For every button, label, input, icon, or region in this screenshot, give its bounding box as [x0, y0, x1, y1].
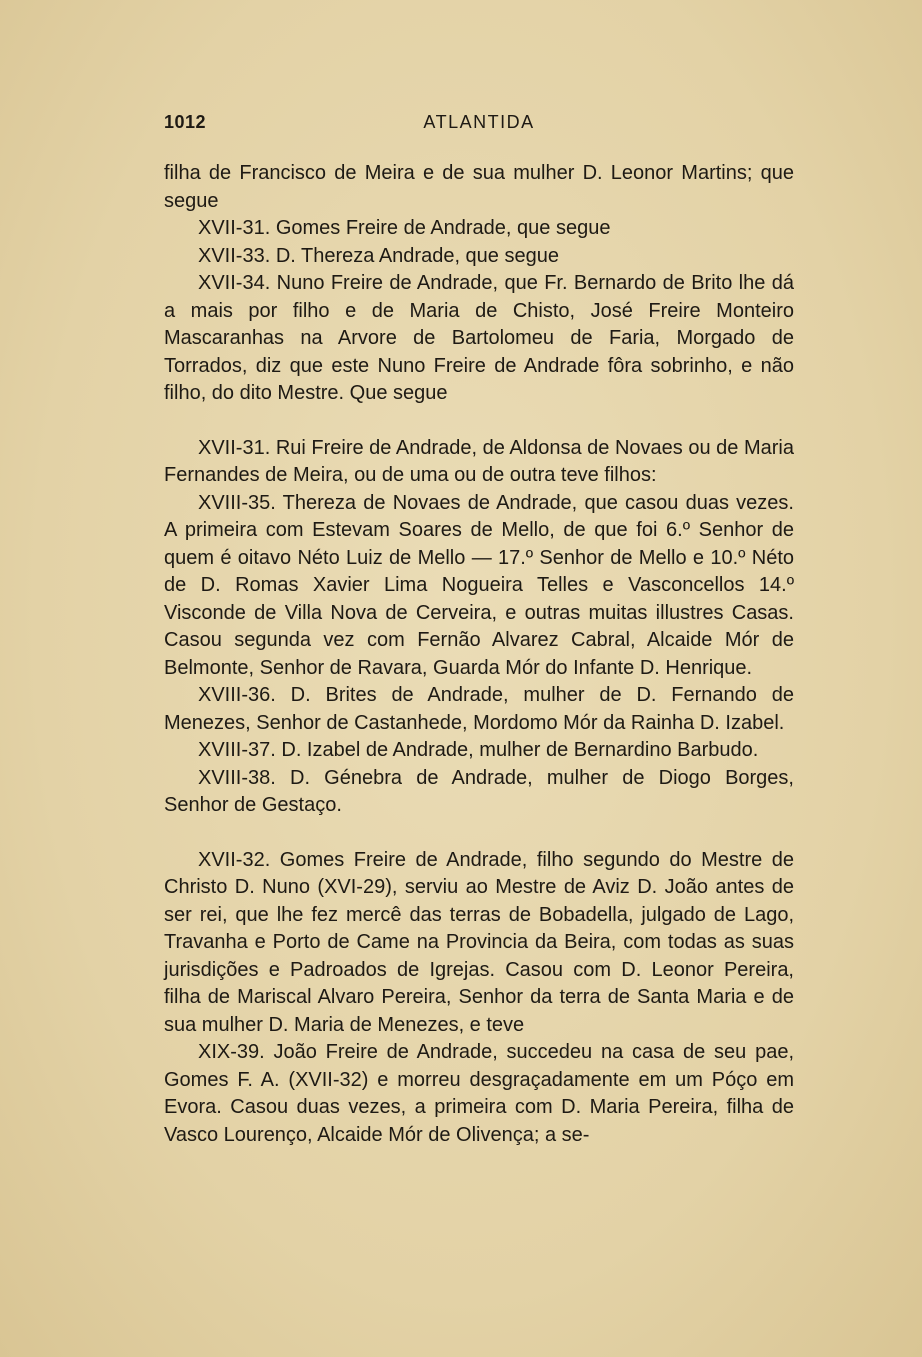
page-number: 1012: [164, 112, 207, 132]
paragraph: XVIII-35. Thereza de Novaes de Andrade, que casou duas vezes. A primeira com Estevam Soares de Mello, de que foi 6.º Senhor de quem é oitavo Néto Luiz de Mello — 17.º Senhor de Mello e 10.º Néto de D. Romas Xavier Lima Nogueira Telles e Vasconcellos 14.º Visconde de Villa Nova de Cerveira, e outras muitas illustres Casas. Casou segunda vez com Fernão Alvarez Cabral, Alcaide Mór de Belmonte, Senhor de Ravara, Guarda Mór do Infante D. Henrique.: [164, 491, 794, 679]
paragraph: filha de Francisco de Meira e de sua mulher D. Leonor Martins; que segue: [164, 162, 794, 212]
page-header: [164, 112, 794, 142]
paragraph: XIX-39. João Freire de Andrade, succedeu na casa de seu pae, Gomes F. A. (XVII-32) e morreu desgraçadamente em um Póço em Evora. Casou duas vezes, a primeira com D. Maria Pereira, filha de Vasco Lourenço, Alcaide Mór de Olivença; a se-: [164, 1041, 794, 1146]
paragraph: XVII-33. D. Thereza Andrade, que segue: [198, 244, 559, 267]
paragraph: XVII-31. Rui Freire de Andrade, de Aldonsa de Novaes ou de Maria Fernandes de Meira, ou de uma ou de outra teve filhos:: [164, 436, 794, 486]
paragraph: XVIII-37. D. Izabel de Andrade, mulher de Bernardino Barbudo.: [198, 739, 759, 761]
paragraph: XVII-32. Gomes Freire de Andrade, filho segundo do Mestre de Christo D. Nuno (XVI-29), serviu ao Mestre de Aviz D. João antes de ser rei, que lhe fez mercê das terras de Bobadella, julgado de Lago, Travanha e Porto de Came na Provincia da Beira, com todas as suas jurisdições e Padroados de Igrejas. Casou com D. Leonor Pereira, filha de Mariscal Alvaro Pereira, Senhor da terra de Santa Maria e de sua mulher D. Maria de Menezes, e teve: [164, 848, 794, 1036]
paragraph: XVII-31. Gomes Freire de Andrade, que segue: [198, 217, 611, 239]
body-text: [164, 160, 794, 1149]
paragraph: XVIII-38. D. Génebra de Andrade, mulher de Diogo Borges, Senhor de Gestaço.: [164, 766, 794, 816]
running-title: ATLANTIDA: [423, 112, 535, 132]
paragraph: XVII-34. Nuno Freire de Andrade, que Fr. Bernardo de Brito lhe dá a mais por filho e de Maria de Chisto, José Freire Monteiro Mascaranhas na Arvore de Bartolomeu de Faria, Morgado de Torrados, diz que este Nuno Freire de Andrade fôra sobrinho, e não filho, do dito Mestre. Que segue: [164, 272, 794, 404]
paragraph: XVIII-36. D. Brites de Andrade, mulher de D. Fernando de Menezes, Senhor de Castanhede, Mordomo Mór da Rainha D. Izabel.: [164, 684, 794, 734]
